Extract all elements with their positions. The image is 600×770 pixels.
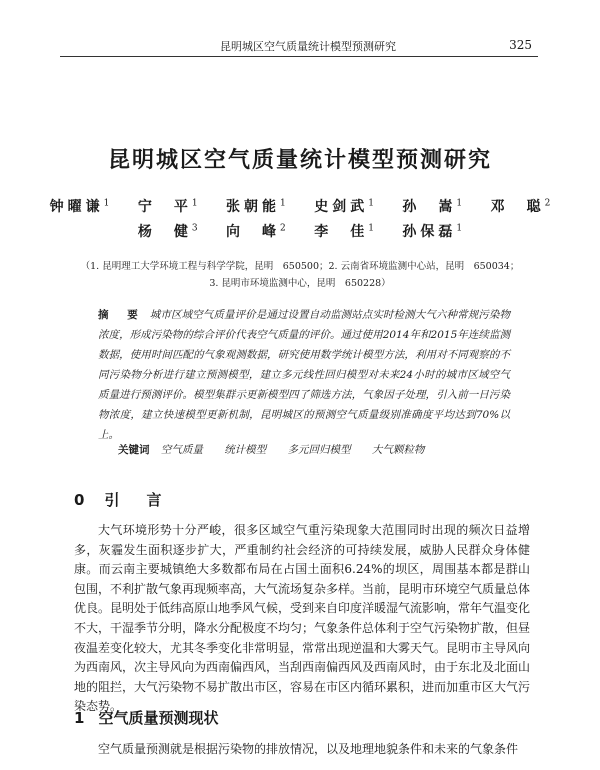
section-title: 空气质量预测现状 xyxy=(98,709,219,727)
affiliation-line: （1. 昆明理工大学环境工程与科学学院，昆明 650500；2. 云南省环境监测中心站，昆明 650034； xyxy=(80,261,520,272)
keyword: 多元回归模型 xyxy=(287,444,351,456)
keywords xyxy=(118,442,442,457)
author-row xyxy=(0,221,600,241)
keyword: 空气质量 xyxy=(160,444,203,456)
abstract-text: 城市区域空气质量评价是通过设置自动监测站点实时检测大气六种常规污染物浓度，形成污染物的综合评价代表空气质量的评价。通过使用2014年和2015年连续监测数据，使用时间匹配的气象观测数据，研究使用数学统计模型方法，利用对不同观察的不同污染物分析进行建立预测模型，建立多元线性回归模型对未来24小时的城市区域空气质量进行预测评价。模型集群示更新模型四了筛选方法，气象因子处理，引入前一日污染物浓度，建立快速模型更新机制，昆明城区的预测空气质量级别准确度平均达到70%以上。 xyxy=(98,309,511,441)
author: 宁 平$^1$ xyxy=(137,198,198,215)
author: 钟曜谦$^1$ xyxy=(49,198,110,215)
page-number: 325 xyxy=(509,38,532,52)
author: 杨 健$^3$ xyxy=(137,223,198,240)
author: 张朝能$^1$ xyxy=(226,198,286,215)
running-header xyxy=(60,36,538,57)
author-row xyxy=(0,196,600,216)
section-heading xyxy=(74,707,218,728)
abstract xyxy=(98,305,510,445)
section-title: 引 言 xyxy=(104,491,168,509)
section-number: 0 xyxy=(74,491,91,509)
section-paragraph: 大气环境形势十分严峻，很多区域空气重污染现象大范围同时出现的频次日益增多，灰霾发生面积逐步扩大，严重制约社会经济的可持续发展，威胁人民群众身体健康。而云南主要城镇绝大多数都布局在占国土面积6.24%的坝区，周围基本都是群山包围，不利扩散气象再现频率高，大气流场复杂多样。当前，昆明市环境空气质量总体优良。昆明处于低纬高原山地季风气候，受到来自印度洋暖湿气流影响，常年气温变化不大，干湿季节分明，降水分配极度不均匀；气象条件总体利于空气污染物扩散，但昼夜温差变化较大，尤其冬季变化非常明显，常常出现逆温和大雾天气。昆明市主导风向为西南风，次主导风向为西南偏西风，当刮西南偏西风及西南风时，由于东北及北面山地的阻拦，大气污染物不易扩散出市区，容易在市区内循环累积，进而加重市区大气污染态势。 xyxy=(74,523,531,714)
paper-title: 昆明城区空气质量统计模型预测研究 xyxy=(107,148,492,173)
running-title: 昆明城区空气质量统计模型预测研究 xyxy=(220,40,396,53)
section-heading xyxy=(74,489,167,510)
author: 孙保磊$^1$ xyxy=(402,223,463,240)
author: 邓 聪$^2$ xyxy=(490,198,551,215)
keyword: 大气颗粒物 xyxy=(371,444,425,456)
abstract-label: 摘 要 xyxy=(98,309,142,321)
author: 向 峰$^2$ xyxy=(226,223,286,240)
author: 李 佳$^1$ xyxy=(314,223,374,240)
author: 孙 嵩$^1$ xyxy=(402,198,463,215)
author: 史剑武$^1$ xyxy=(314,198,374,215)
affiliation-line: 3. 昆明市环境监测中心，昆明 650228） xyxy=(209,278,391,289)
keyword: 统计模型 xyxy=(224,444,267,456)
section-number: 1 xyxy=(74,709,85,727)
keywords-label: 关键词 xyxy=(118,444,150,456)
section-paragraph: 空气质量预测就是根据污染物的排放情况，以及地理地貌条件和未来的气象条件 xyxy=(98,742,519,756)
